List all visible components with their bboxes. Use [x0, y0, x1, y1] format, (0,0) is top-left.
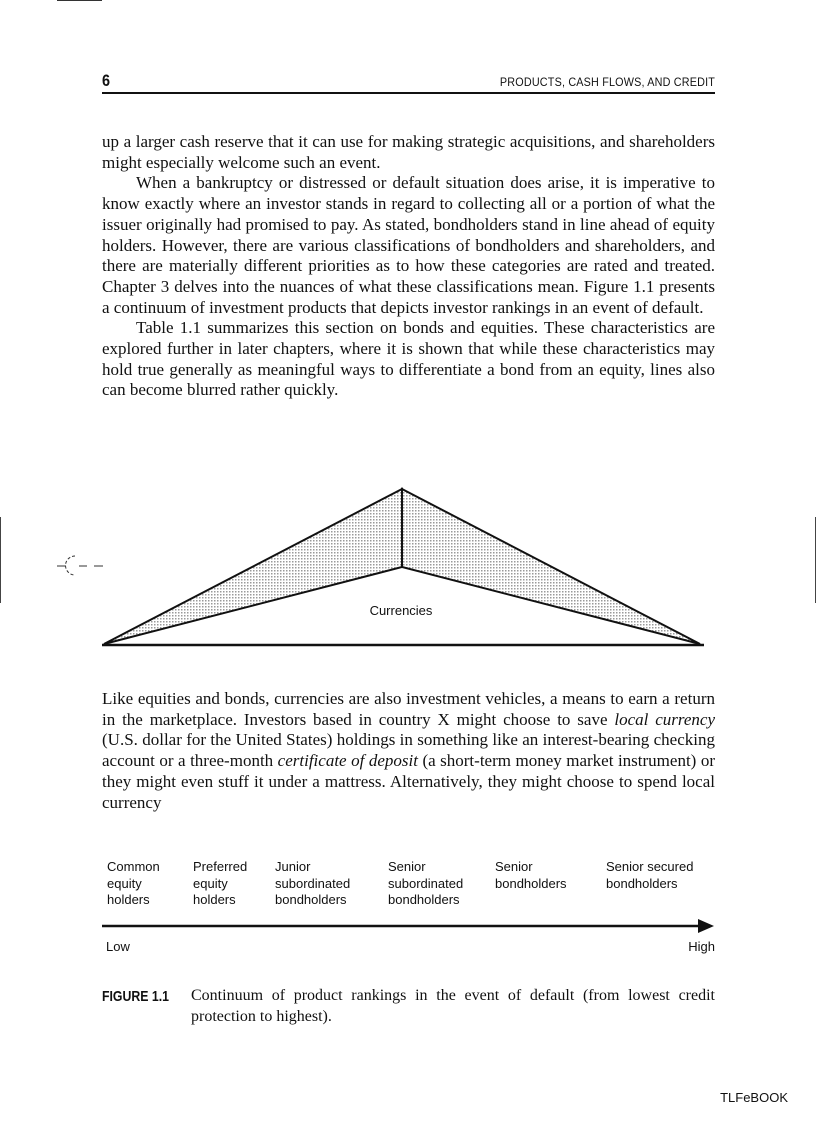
- axis-high-label: High: [688, 939, 715, 954]
- rank-senior-subordinated: Senior subordinated bondholders: [388, 859, 464, 907]
- axis-low-label: Low: [106, 939, 130, 954]
- diagram-label: Currencies: [369, 603, 433, 618]
- margin-rule-left: [0, 517, 1, 603]
- currencies-diagram: [100, 480, 706, 652]
- term-local-currency: local currency: [614, 709, 715, 729]
- term-certificate-of-deposit: certificate of deposit: [277, 751, 418, 771]
- rank-preferred-equity: Preferred equity holders: [193, 859, 248, 907]
- rank-junior-subordinated: Junior subordinated bondholders: [275, 859, 351, 907]
- running-title: PRODUCTS, CASH FLOWS, AND CREDIT: [499, 75, 715, 89]
- figure-label: FIGURE 1.1: [102, 988, 169, 1005]
- figure-1-1: [102, 855, 715, 965]
- paragraph: Like equities and bonds, currencies are also investment vehicles, a means to earn a return in the marketplace. Investors based in country X might choose to save local currency (U.S. dollar for the United States) holdings in something like an interest-bearing checking account or a three-month certificate of deposit (a short-term money market instrument) or they might even stuff it under a mattress. Alternatively, they might choose to spend local currency: [102, 689, 715, 812]
- ranking-arrow: [102, 915, 715, 935]
- diagram-left-face: [104, 489, 402, 644]
- rank-senior-bondholders: Senior bondholders: [495, 859, 567, 891]
- footer-watermark: TLFeBOOK: [720, 1090, 788, 1105]
- body-text-top: [102, 132, 715, 401]
- paragraph: When a bankruptcy or distressed or default situation does arise, it is imperative to know exactly where an investor stands in regard to collecting all or a portion of what the issuer originally had promised to pay. As stated, bondholders stand in line ahead of equity holders. However, there are various classifications of bondholders and shareholders, and there are materially different priorities as to how these categories are rated and treated. Chapter 3 delves into the nuances of what these classifications mean. Figure 1.1 presents a continuum of investment products that depicts investor rankings in an event of default.: [102, 173, 715, 317]
- paragraph: Table 1.1 summarizes this section on bonds and equities. These characteristics are explored further in later chapters, where it is shown that while these characteristics may hold true generally as meaningful ways to differentiate a bond from an equity, lines also can become blurred rather quickly.: [102, 318, 715, 400]
- body-text-bottom: [102, 689, 715, 813]
- figure-caption-text: Continuum of product rankings in the event of default (from lowest credit protection to highest).: [191, 987, 715, 1025]
- paragraph: up a larger cash reserve that it can use for making strategic acquisitions, and shareholders might especially welcome such an event.: [102, 132, 715, 172]
- page-header: [102, 72, 715, 94]
- page-number: 6: [102, 71, 111, 90]
- diagram-right-face: [402, 489, 700, 644]
- top-edge-mark: [57, 0, 102, 1]
- rank-senior-secured: Senior secured bondholders: [606, 859, 694, 891]
- rank-common-equity: Common equity holders: [107, 859, 160, 907]
